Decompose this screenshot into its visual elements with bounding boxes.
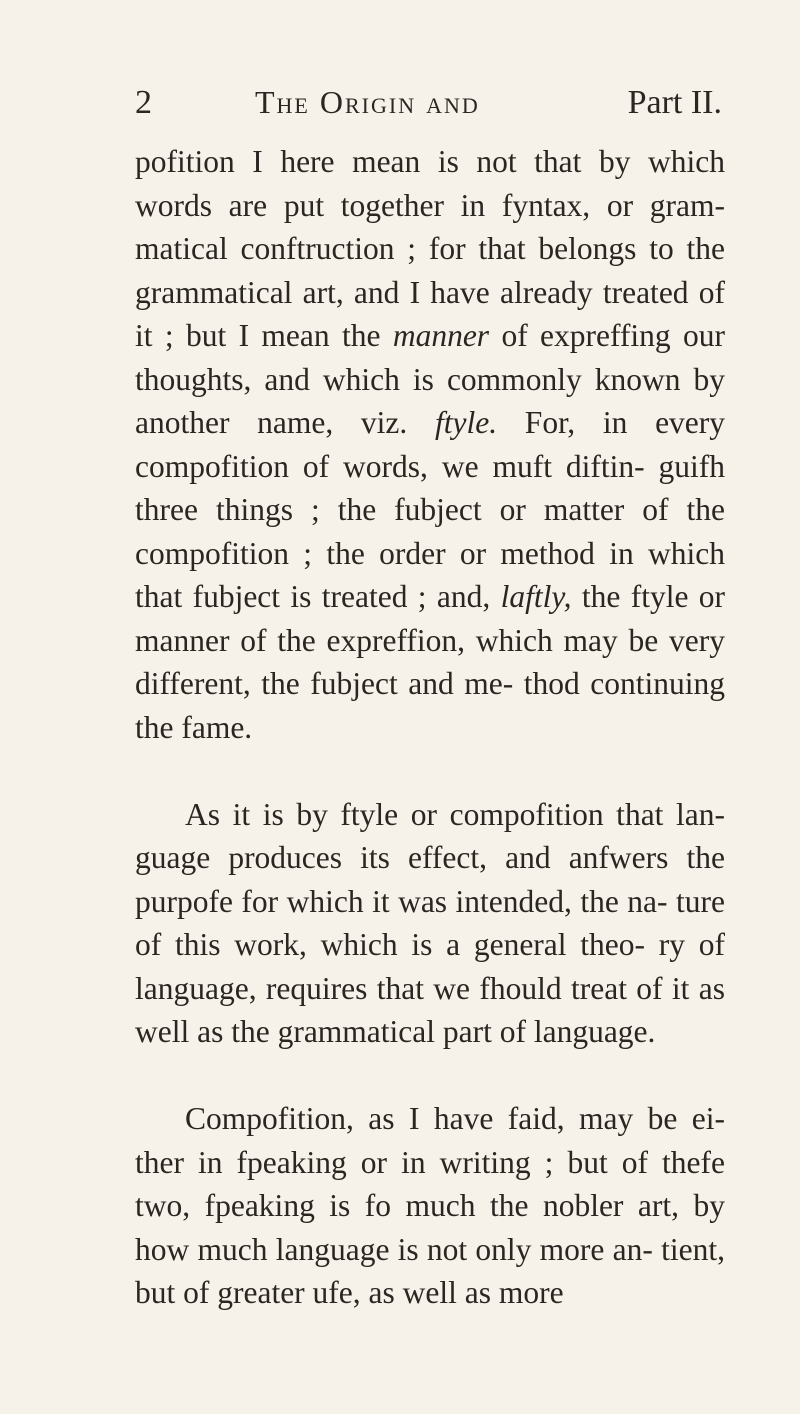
text-line: ther in fpeaking or in writing ; but of thefe	[135, 1144, 725, 1180]
text-line: of expreffing	[501, 318, 671, 353]
text-line: guifh three things ; the fubject or matter of	[135, 448, 726, 527]
text-line: language.	[533, 1014, 656, 1049]
page-header	[135, 84, 722, 124]
text-line: words are put together in fyntax, or gram-	[135, 187, 725, 223]
text-line: may be very different, the fubject and me-	[135, 622, 726, 701]
text-line: ture of this work, which is a general theo-	[135, 883, 725, 962]
text-line: guage produces its effect, and anfwers the	[135, 840, 725, 875]
text-line: which that fubject is treated ; and,	[135, 535, 726, 614]
italic-term: ftyle.	[435, 405, 498, 440]
text-line: For, in	[524, 405, 628, 440]
text-line: of it ; but I mean the	[135, 274, 725, 353]
text-line: tient, but of greater ufe, as well as more	[135, 1231, 725, 1310]
paragraph	[135, 1097, 725, 1315]
text-line: every compofition of words, we muft diftin-	[135, 405, 726, 484]
paragraph	[135, 140, 725, 749]
text-line: grammatical art, and I have already treated	[135, 274, 689, 310]
text-line: Compofition, as I have faid, may be ei-	[185, 1101, 725, 1136]
text-line: two, fpeaking is fo much the nobler art, by	[135, 1188, 725, 1223]
text-line: purpofe for which it was intended, the na-	[135, 883, 668, 919]
text-line: As it is by ftyle or compofition that lan-	[185, 796, 725, 832]
page-number: 2	[135, 84, 152, 121]
text-line: matical conftruction ; for that belongs to the	[135, 231, 725, 266]
text-line: known by another name, viz.	[135, 361, 726, 440]
text-line: our thoughts, and which is commonly	[135, 318, 726, 397]
text-line: the	[581, 579, 621, 614]
body-text	[135, 140, 725, 1315]
text-line: the compofition ; the order or method in	[135, 492, 726, 571]
text-line: thod continuing the fame.	[135, 666, 726, 745]
text-line: ry of language, requires that we fhould	[135, 927, 726, 1006]
text-line: treat of it as well as the grammatical part of	[135, 970, 725, 1049]
text-line: ftyle or manner of the expreffion, which	[135, 579, 726, 658]
running-title: The Origin and	[255, 84, 480, 120]
italic-term: laftly,	[500, 579, 572, 614]
part-label: Part II.	[627, 84, 722, 121]
italic-term: manner	[392, 318, 490, 353]
text-line: how much language is not only more an-	[135, 1231, 653, 1267]
text-line: pofition I here mean is not that by which	[135, 144, 725, 179]
paragraph	[135, 793, 725, 1054]
